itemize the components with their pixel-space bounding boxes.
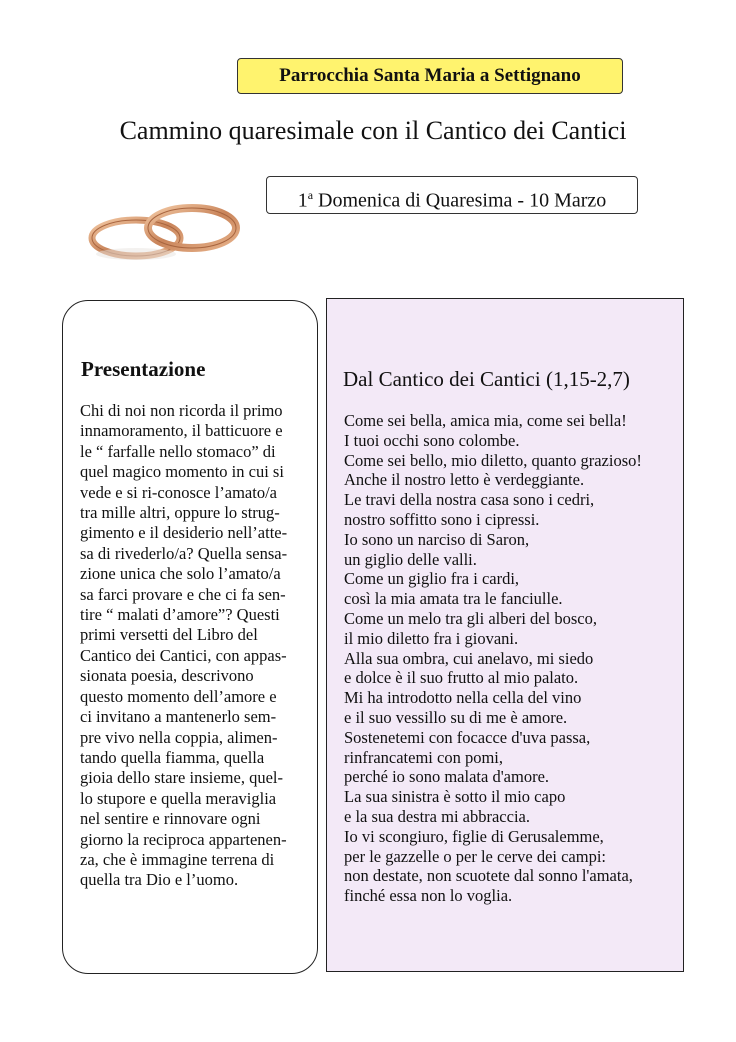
presentation-heading: Presentazione <box>81 357 206 381</box>
presentation-text: Chi di noi non ricorda il primo innamoramento, il batticuore e le “ farfalle nello stomaco” di quel magico momento in cui si vede e si ri-conosce l’amato/a tra mille altri, oppure lo strug- gimento e il desiderio nell’atte- sa di rivederlo/a? Quella sensa- zione unica che solo l’amato/a sa farci provare e che ci fa sen- tire “ malati d’amore”? Questi primi versetti del Libro del Cantico dei Cantici, con appas- sionata poesia, descrivono questo momento dell’amore e ci invitano a mantenerlo sem- pre vivo nella coppia, alimen- tando quella fiamma, quella gioia dello stare insieme, quel- lo stupore e quella meraviglia nel sentire e rinnovare ogni giorno la reciproca appartenen- za, che è immagine terrena di quella tra Dio e l’uomo. <box>80 401 288 890</box>
verse-line: e la sua destra mi abbraccia. <box>344 806 530 826</box>
verse-line: per le gazzelle o per le cerve dei campi: <box>344 846 607 866</box>
reading-card <box>326 298 684 972</box>
parish-name: Parrocchia Santa Maria a Settignano <box>279 65 581 86</box>
verse-line: Come un melo tra gli alberi del bosco, <box>344 608 597 628</box>
verse-line: finché essa non lo voglia. <box>344 886 513 906</box>
sunday-date-box <box>266 176 638 214</box>
verse-line: Sostenetemi con focacce d'uva passa, <box>344 727 591 747</box>
verse-line: Alla sua ombra, cui anelavo, mi siedo <box>344 648 594 668</box>
verse-line: nostro soffitto sono i cipressi. <box>344 509 540 529</box>
verse-line: Io vi scongiuro, figlie di Gerusalemme, <box>344 826 604 846</box>
verse-line: Anche il nostro letto è verdeggiante. <box>344 470 585 490</box>
verse-line: Mi ha introdotto nella cella del vino <box>344 688 582 708</box>
verse-line: Io sono un narciso di Saron, <box>344 529 530 549</box>
reading-heading: Dal Cantico dei Cantici (1,15-2,7) <box>343 367 630 391</box>
verse-line: così la mia amata tra le fanciulle. <box>344 589 563 609</box>
verse-line: non destate, non scuotete dal sonno l'amata, <box>344 866 633 886</box>
sunday-label: Domenica di Quaresima - 10 Marzo <box>313 189 607 212</box>
verse-line: Come sei bella, amica mia, come sei bella! <box>344 411 627 430</box>
sunday-superscript: a <box>307 188 314 202</box>
verse-line: il mio diletto fra i giovani. <box>344 628 519 648</box>
wedding-rings-icon <box>86 196 246 272</box>
verse-line: rinfrancatemi con pomi, <box>344 747 503 767</box>
verse-line: Le travi della nostra casa sono i cedri, <box>344 490 595 510</box>
verse-line: un giglio delle valli. <box>344 549 477 569</box>
verse-line: e il suo vessillo su di me è amore. <box>344 707 568 727</box>
parish-name-box <box>237 58 623 94</box>
verse-line: Come un giglio fra i cardi, <box>344 569 520 589</box>
verse-line: La sua sinistra è sotto il mio capo <box>344 787 566 807</box>
page-title: Cammino quaresimale con il Cantico dei Cantici <box>119 116 627 145</box>
verse-line: I tuoi occhi sono colombe. <box>344 430 520 450</box>
sunday-number: 1 <box>297 189 308 212</box>
verse-line: e dolce è il suo frutto al mio palato. <box>344 668 579 688</box>
verse-line: perché io sono malata d'amore. <box>344 767 550 787</box>
reading-verses <box>344 411 680 906</box>
presentation-card <box>62 300 318 974</box>
verse-line: Come sei bello, mio diletto, quanto grazioso! <box>344 450 642 470</box>
